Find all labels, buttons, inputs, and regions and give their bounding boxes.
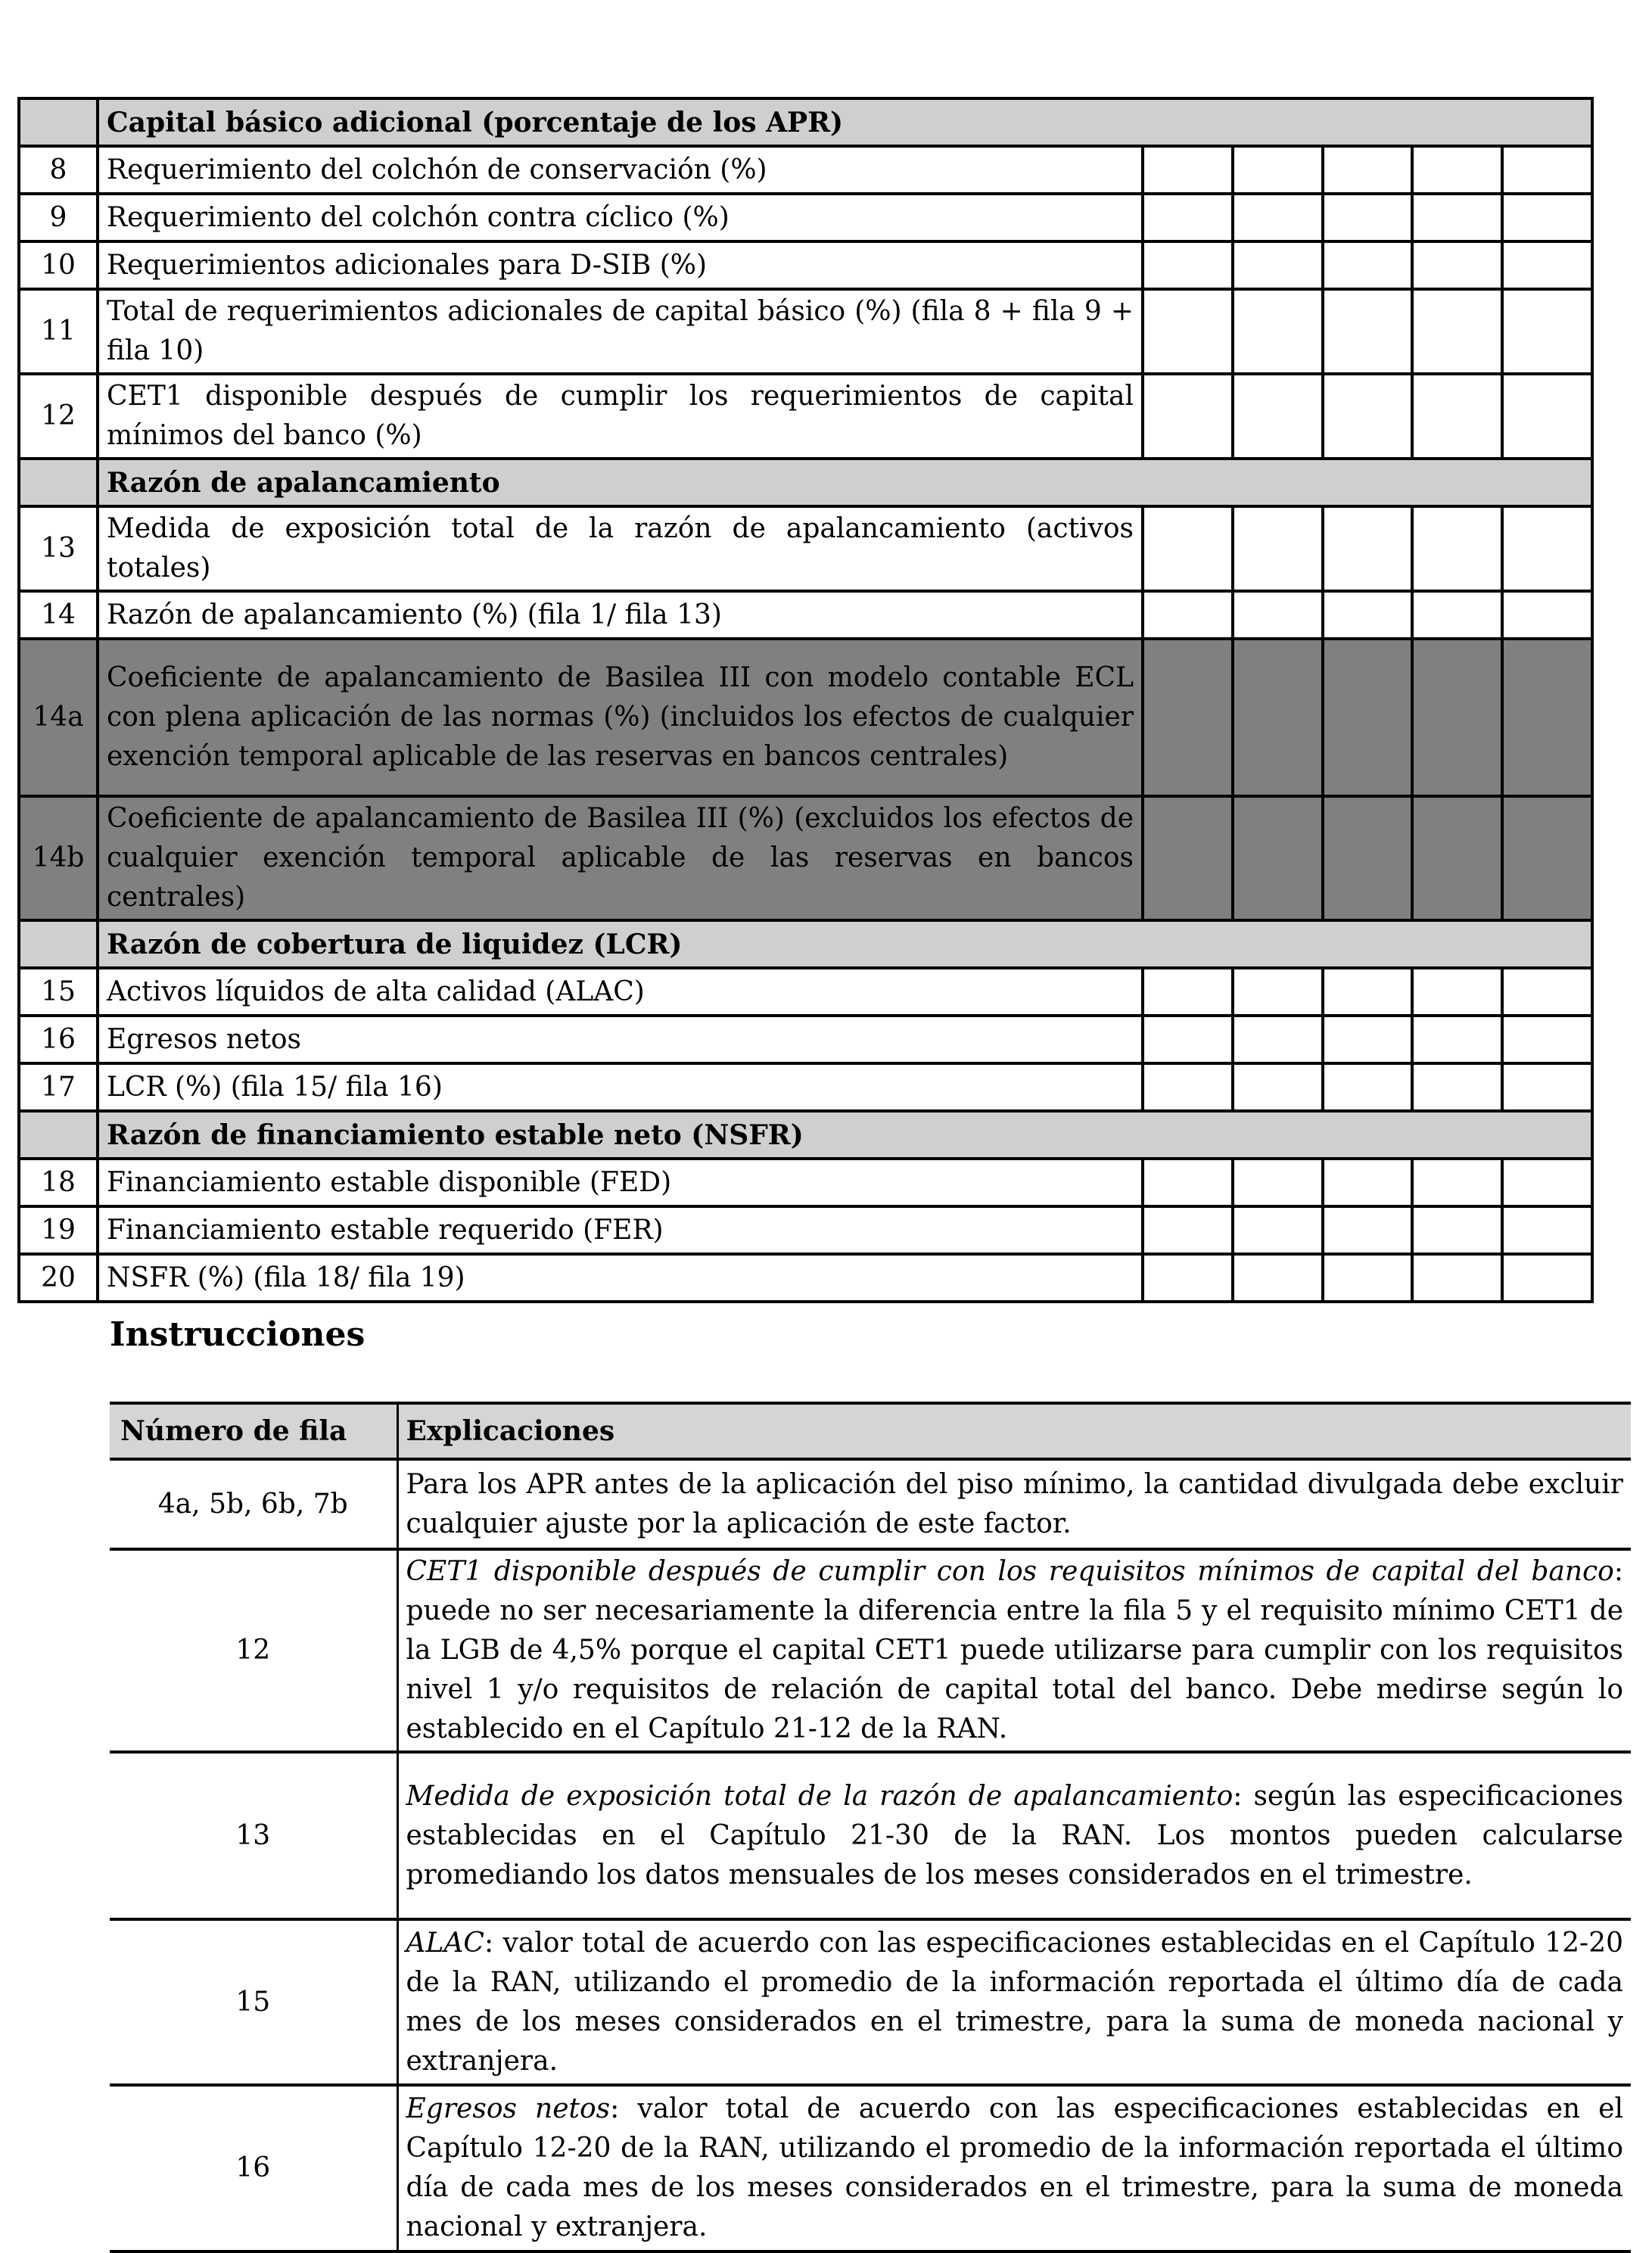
value-cell xyxy=(1233,639,1323,796)
value-cell[interactable] xyxy=(1323,1016,1412,1063)
value-cell[interactable] xyxy=(1412,506,1502,591)
row-label: Requerimiento del colchón contra cíclico (%) xyxy=(98,194,1143,241)
section-title: Razón de financiamiento estable neto (NSFR) xyxy=(98,1111,1592,1159)
value-cell[interactable] xyxy=(1233,194,1323,241)
row-label: Requerimientos adicionales para D-SIB (%) xyxy=(98,241,1143,289)
explanation-term: Medida de exposición total de la razón de apalancamiento xyxy=(406,1780,1234,1812)
value-cell[interactable] xyxy=(1143,194,1233,241)
value-cell[interactable] xyxy=(1502,1016,1592,1063)
value-cell[interactable] xyxy=(1143,289,1233,374)
metric-row xyxy=(19,1206,1592,1254)
value-cell[interactable] xyxy=(1323,506,1412,591)
row-number: 14b xyxy=(19,796,98,920)
value-cell[interactable] xyxy=(1233,1159,1323,1206)
value-cell[interactable] xyxy=(1233,1206,1323,1254)
row-label: NSFR (%) (fila 18/ fila 19) xyxy=(98,1254,1143,1302)
instruction-row xyxy=(110,1752,1631,1919)
value-cell[interactable] xyxy=(1412,289,1502,374)
row-number: 14 xyxy=(19,591,98,639)
value-cell[interactable] xyxy=(1233,506,1323,591)
metric-row xyxy=(19,591,1592,639)
instruction-row-number: 12 xyxy=(110,1549,397,1752)
instructions-table xyxy=(110,1402,1631,2253)
value-cell[interactable] xyxy=(1143,1159,1233,1206)
value-cell[interactable] xyxy=(1323,591,1412,639)
value-cell[interactable] xyxy=(1502,194,1592,241)
row-number: 12 xyxy=(19,374,98,459)
value-cell[interactable] xyxy=(1323,146,1412,194)
row-label: Medida de exposición total de la razón de apalancamiento (activos totales) xyxy=(98,506,1143,591)
metric-row xyxy=(19,374,1592,459)
value-cell[interactable] xyxy=(1143,968,1233,1016)
value-cell[interactable] xyxy=(1233,1254,1323,1302)
metric-row xyxy=(19,289,1592,374)
section-title: Capital básico adicional (porcentaje de los APR) xyxy=(98,98,1592,146)
value-cell[interactable] xyxy=(1412,1254,1502,1302)
instruction-explanation xyxy=(397,1549,1631,1752)
value-cell[interactable] xyxy=(1502,1159,1592,1206)
value-cell[interactable] xyxy=(1143,1063,1233,1111)
value-cell[interactable] xyxy=(1323,1159,1412,1206)
value-cell[interactable] xyxy=(1502,289,1592,374)
value-cell[interactable] xyxy=(1412,146,1502,194)
value-cell[interactable] xyxy=(1412,1016,1502,1063)
value-cell[interactable] xyxy=(1323,1063,1412,1111)
metrics-table xyxy=(17,97,1594,1303)
row-label: CET1 disponible después de cumplir los requerimientos de capital mínimos del banco (%) xyxy=(98,374,1143,459)
value-cell[interactable] xyxy=(1233,1063,1323,1111)
value-cell[interactable] xyxy=(1412,194,1502,241)
value-cell xyxy=(1323,796,1412,920)
metric-row xyxy=(19,194,1592,241)
instruction-row xyxy=(110,1549,1631,1752)
metric-row xyxy=(19,1159,1592,1206)
instruction-row xyxy=(110,1919,1631,2085)
row-number: 9 xyxy=(19,194,98,241)
value-cell[interactable] xyxy=(1233,1016,1323,1063)
instruction-explanation xyxy=(397,1919,1631,2085)
row-number: 13 xyxy=(19,506,98,591)
instruction-row-number: 15 xyxy=(110,1919,397,2085)
header-explanations: Explicaciones xyxy=(397,1403,1631,1459)
explanation-term: Egresos netos xyxy=(406,2093,611,2124)
value-cell[interactable] xyxy=(1143,591,1233,639)
value-cell[interactable] xyxy=(1412,374,1502,459)
value-cell[interactable] xyxy=(1412,968,1502,1016)
value-cell[interactable] xyxy=(1323,1206,1412,1254)
row-label: Egresos netos xyxy=(98,1016,1143,1063)
value-cell[interactable] xyxy=(1233,241,1323,289)
value-cell[interactable] xyxy=(1143,1206,1233,1254)
value-cell[interactable] xyxy=(1323,241,1412,289)
row-label: Activos líquidos de alta calidad (ALAC) xyxy=(98,968,1143,1016)
row-label: LCR (%) (fila 15/ fila 16) xyxy=(98,1063,1143,1111)
row-label: Total de requerimientos adicionales de capital básico (%) (fila 8 + fila 9 + fila 10) xyxy=(98,289,1143,374)
explanation-text: : valor total de acuerdo con las especificaciones establecidas en el Capítulo 12-20 de la RAN, utilizando el promedio de la información reportada el último día de cada mes de los meses considerados en el trimestre, para la suma de moneda nacional y extranjera. xyxy=(406,1927,1623,2077)
metric-row xyxy=(19,1016,1592,1063)
row-number: 14a xyxy=(19,639,98,796)
row-number xyxy=(19,98,98,146)
value-cell[interactable] xyxy=(1143,241,1233,289)
value-cell[interactable] xyxy=(1143,374,1233,459)
instruction-explanation xyxy=(397,2085,1631,2251)
explanation-term: CET1 disponible después de cumplir con los requisitos mínimos de capital del banco xyxy=(406,1556,1614,1587)
instruction-explanation xyxy=(397,1459,1631,1549)
value-cell[interactable] xyxy=(1233,374,1323,459)
row-number xyxy=(19,920,98,968)
section-header-row xyxy=(19,920,1592,968)
metric-row xyxy=(19,968,1592,1016)
row-number: 20 xyxy=(19,1254,98,1302)
metric-row xyxy=(19,1254,1592,1302)
instruction-row xyxy=(110,2085,1631,2251)
row-number xyxy=(19,1111,98,1159)
instructions-header-row xyxy=(110,1403,1631,1459)
metric-row xyxy=(19,639,1592,796)
value-cell[interactable] xyxy=(1233,591,1323,639)
metric-row xyxy=(19,796,1592,920)
value-cell[interactable] xyxy=(1233,146,1323,194)
section-header-row xyxy=(19,459,1592,506)
section-title: Razón de apalancamiento xyxy=(98,459,1592,506)
row-number: 19 xyxy=(19,1206,98,1254)
row-label: Requerimiento del colchón de conservación (%) xyxy=(98,146,1143,194)
value-cell[interactable] xyxy=(1143,506,1233,591)
value-cell[interactable] xyxy=(1143,1016,1233,1063)
value-cell[interactable] xyxy=(1502,146,1592,194)
value-cell[interactable] xyxy=(1502,1063,1592,1111)
value-cell[interactable] xyxy=(1143,146,1233,194)
value-cell[interactable] xyxy=(1502,968,1592,1016)
row-number xyxy=(19,459,98,506)
value-cell[interactable] xyxy=(1323,194,1412,241)
header-row-number: Número de fila xyxy=(110,1403,397,1459)
row-number: 11 xyxy=(19,289,98,374)
explanation-text: : según las especificaciones establecidas en el Capítulo 21-30 de la RAN. Los montos pueden calcularse promediando los datos mensuales de los meses considerados en el trimestre. xyxy=(406,1780,1623,1890)
value-cell[interactable] xyxy=(1502,1206,1592,1254)
row-number: 16 xyxy=(19,1016,98,1063)
instruction-row-number: 4a, 5b, 6b, 7b xyxy=(110,1459,397,1549)
section-title: Razón de cobertura de liquidez (LCR) xyxy=(98,920,1592,968)
value-cell xyxy=(1323,639,1412,796)
value-cell[interactable] xyxy=(1233,968,1323,1016)
value-cell[interactable] xyxy=(1502,241,1592,289)
value-cell xyxy=(1143,796,1233,920)
metric-row xyxy=(19,146,1592,194)
value-cell[interactable] xyxy=(1502,591,1592,639)
explanation-term: ALAC xyxy=(406,1927,484,1959)
value-cell xyxy=(1412,796,1502,920)
metric-row xyxy=(19,241,1592,289)
value-cell xyxy=(1502,639,1592,796)
value-cell[interactable] xyxy=(1143,1254,1233,1302)
row-number: 15 xyxy=(19,968,98,1016)
instruction-row-number: 13 xyxy=(110,1752,397,1919)
instruction-row-number: 16 xyxy=(110,2085,397,2251)
explanation-text: Para los APR antes de la aplicación del piso mínimo, la cantidad divulgada debe excluir cualquier ajuste por la aplicación de este factor. xyxy=(406,1468,1623,1539)
value-cell[interactable] xyxy=(1412,1206,1502,1254)
value-cell[interactable] xyxy=(1502,1254,1592,1302)
value-cell[interactable] xyxy=(1412,241,1502,289)
value-cell xyxy=(1233,796,1323,920)
metric-row xyxy=(19,506,1592,591)
explanation-text: : valor total de acuerdo con las especificaciones establecidas en el Capítulo 12-20 de la RAN, utilizando el promedio de la información reportada el último día de cada mes de los meses considerados en el trimestre, para la suma de moneda nacional y extranjera. xyxy=(406,2093,1623,2242)
explanation-text: : puede no ser necesariamente la diferencia entre la fila 5 y el requisito mínimo CET1 de la LGB de 4,5% porque el capital CET1 puede utilizarse para cumplir con los requisitos nivel 1 y/o requisitos de relación de capital total del banco. Debe medirse según lo establecido en el Capítulo 21-12 de la RAN. xyxy=(406,1556,1623,1744)
row-label: Coeficiente de apalancamiento de Basilea III (%) (excluidos los efectos de cualquier exención temporal aplicable de las reservas en bancos centrales) xyxy=(98,796,1143,920)
value-cell[interactable] xyxy=(1412,1159,1502,1206)
value-cell[interactable] xyxy=(1412,1063,1502,1111)
value-cell[interactable] xyxy=(1323,1254,1412,1302)
metric-row xyxy=(19,1063,1592,1111)
instructions-heading: Instrucciones xyxy=(110,1315,366,1354)
section-header-row xyxy=(19,98,1592,146)
instruction-explanation xyxy=(397,1752,1631,1919)
section-header-row xyxy=(19,1111,1592,1159)
value-cell[interactable] xyxy=(1412,591,1502,639)
row-label: Financiamiento estable disponible (FED) xyxy=(98,1159,1143,1206)
value-cell[interactable] xyxy=(1233,289,1323,374)
value-cell xyxy=(1502,796,1592,920)
value-cell[interactable] xyxy=(1323,289,1412,374)
value-cell xyxy=(1412,639,1502,796)
row-label: Razón de apalancamiento (%) (fila 1/ fila 13) xyxy=(98,591,1143,639)
value-cell[interactable] xyxy=(1502,506,1592,591)
row-number: 8 xyxy=(19,146,98,194)
row-number: 10 xyxy=(19,241,98,289)
row-number: 17 xyxy=(19,1063,98,1111)
value-cell[interactable] xyxy=(1323,374,1412,459)
row-label: Financiamiento estable requerido (FER) xyxy=(98,1206,1143,1254)
instruction-row xyxy=(110,1459,1631,1549)
row-number: 18 xyxy=(19,1159,98,1206)
value-cell[interactable] xyxy=(1323,968,1412,1016)
value-cell xyxy=(1143,639,1233,796)
value-cell[interactable] xyxy=(1502,374,1592,459)
row-label: Coeficiente de apalancamiento de Basilea III con modelo contable ECL con plena aplicación de las normas (%) (incluidos los efectos de cualquier exención temporal aplicable de las reservas en bancos centrales) xyxy=(98,639,1143,796)
